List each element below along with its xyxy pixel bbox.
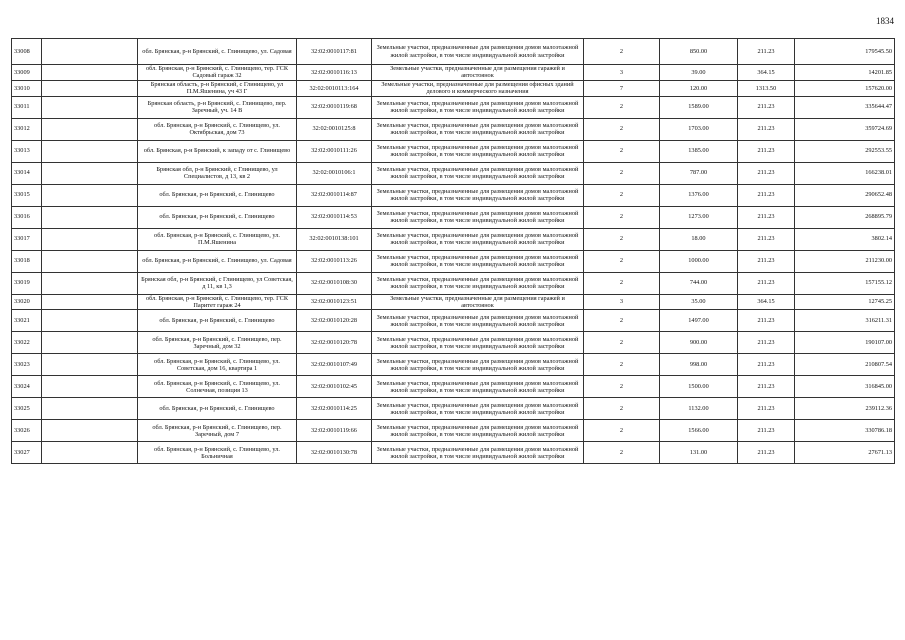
empty-cell <box>42 294 138 310</box>
cost-cell: 290652.48 <box>795 184 895 206</box>
area-cell: 1132.00 <box>660 398 738 420</box>
land-use-cell: Земельные участки, предназначенные для размещения домов малоэтажной жилой застройки, в том числе индивидуальной жилой застройки <box>372 162 584 184</box>
row-number: 33015 <box>12 184 42 206</box>
group-cell: 3 <box>584 65 660 81</box>
cost-cell: 210807.54 <box>795 354 895 376</box>
rate-cell: 1313.50 <box>738 80 795 96</box>
table-row <box>12 65 895 81</box>
address-cell: обл. Брянская, р-н Брянский, с. Глинищево, тер. ГСК Паритет гараж 24 <box>138 294 297 310</box>
area-cell: 1500.00 <box>660 376 738 398</box>
group-cell: 2 <box>584 140 660 162</box>
address-cell: обл. Брянская, р-н Брянский, с. Глинищево, тер. ГСК Садовый гараж 32 <box>138 65 297 81</box>
area-cell: 1589.00 <box>660 96 738 118</box>
group-cell: 2 <box>584 354 660 376</box>
empty-cell <box>42 272 138 294</box>
rate-cell: 211.23 <box>738 272 795 294</box>
group-cell: 2 <box>584 206 660 228</box>
table-row <box>12 354 895 376</box>
rate-cell: 364.15 <box>738 294 795 310</box>
area-cell: 120.00 <box>660 80 738 96</box>
cadastral-number-cell: 32:02:0010119:66 <box>297 420 372 442</box>
area-cell: 1376.00 <box>660 184 738 206</box>
cadastral-number-cell: 32:02:0010102:45 <box>297 376 372 398</box>
row-number: 33008 <box>12 39 42 65</box>
empty-cell <box>42 118 138 140</box>
area-cell: 131.00 <box>660 442 738 464</box>
cadastral-number-cell: 32:02:0010114:87 <box>297 184 372 206</box>
address-cell: обл. Брянская, р-н Брянский, с. Глинищево, ул. Октябрьская, дом 73 <box>138 118 297 140</box>
area-cell: 1497.00 <box>660 310 738 332</box>
row-number: 33011 <box>12 96 42 118</box>
cost-cell: 239112.36 <box>795 398 895 420</box>
table-row <box>12 398 895 420</box>
row-number: 33009 <box>12 65 42 81</box>
land-use-cell: Земельные участки, предназначенные для размещения домов малоэтажной жилой застройки, в том числе индивидуальной жилой застройки <box>372 272 584 294</box>
table-row <box>12 376 895 398</box>
area-cell: 39.00 <box>660 65 738 81</box>
row-number: 33017 <box>12 228 42 250</box>
area-cell: 18.00 <box>660 228 738 250</box>
table-row <box>12 442 895 464</box>
table-row <box>12 332 895 354</box>
empty-cell <box>42 310 138 332</box>
address-cell: обл. Брянская, р-н Брянский, с. Глинищево, пер. Заречный, дом 32 <box>138 332 297 354</box>
rate-cell: 211.23 <box>738 184 795 206</box>
group-cell: 2 <box>584 420 660 442</box>
table-row <box>12 294 895 310</box>
empty-cell <box>42 250 138 272</box>
empty-cell <box>42 354 138 376</box>
cost-cell: 316845.00 <box>795 376 895 398</box>
cadastral-number-cell: 32:02:0010106:1 <box>297 162 372 184</box>
empty-cell <box>42 140 138 162</box>
group-cell: 2 <box>584 118 660 140</box>
land-use-cell: Земельные участки, предназначенные для размещения домов малоэтажной жилой застройки, в том числе индивидуальной жилой застройки <box>372 206 584 228</box>
table-row <box>12 118 895 140</box>
group-cell: 2 <box>584 442 660 464</box>
cadastral-number-cell: 32:02:0010108:30 <box>297 272 372 294</box>
land-use-cell: Земельные участки, предназначенные для размещения домов малоэтажной жилой застройки, в том числе индивидуальной жилой застройки <box>372 184 584 206</box>
cost-cell: 27671.13 <box>795 442 895 464</box>
land-use-cell: Земельные участки, предназначенные для размещения домов малоэтажной жилой застройки, в том числе индивидуальной жилой застройки <box>372 140 584 162</box>
table-row <box>12 420 895 442</box>
land-use-cell: Земельные участки, предназначенные для размещения гаражей и автостоянок <box>372 65 584 81</box>
empty-cell <box>42 162 138 184</box>
table-row <box>12 80 895 96</box>
land-use-cell: Земельные участки, предназначенные для размещения домов малоэтажной жилой застройки, в том числе индивидуальной жилой застройки <box>372 332 584 354</box>
row-number: 33019 <box>12 272 42 294</box>
rate-cell: 211.23 <box>738 39 795 65</box>
rate-cell: 211.23 <box>738 376 795 398</box>
table-row <box>12 228 895 250</box>
cadastral-number-cell: 32:02:0010119:68 <box>297 96 372 118</box>
row-number: 33016 <box>12 206 42 228</box>
empty-cell <box>42 206 138 228</box>
empty-cell <box>42 376 138 398</box>
land-use-cell: Земельные участки, предназначенные для размещения офисных зданий делового и коммерческого назначения <box>372 80 584 96</box>
cost-cell: 12745.25 <box>795 294 895 310</box>
empty-cell <box>42 332 138 354</box>
area-cell: 1385.00 <box>660 140 738 162</box>
group-cell: 2 <box>584 310 660 332</box>
rate-cell: 211.23 <box>738 118 795 140</box>
rate-cell: 211.23 <box>738 420 795 442</box>
page-number: 1834 <box>876 16 894 26</box>
area-cell: 787.00 <box>660 162 738 184</box>
row-number: 33027 <box>12 442 42 464</box>
area-cell: 1703.00 <box>660 118 738 140</box>
address-cell: обл. Брянская, р-н Брянский, с. Глинищево <box>138 310 297 332</box>
land-use-cell: Земельные участки, предназначенные для размещения домов малоэтажной жилой застройки, в том числе индивидуальной жилой застройки <box>372 310 584 332</box>
land-use-cell: Земельные участки, предназначенные для размещения домов малоэтажной жилой застройки, в том числе индивидуальной жилой застройки <box>372 376 584 398</box>
cost-cell: 3802.14 <box>795 228 895 250</box>
rate-cell: 211.23 <box>738 228 795 250</box>
cost-cell: 268895.79 <box>795 206 895 228</box>
rate-cell: 211.23 <box>738 162 795 184</box>
cost-cell: 179545.50 <box>795 39 895 65</box>
cost-cell: 14201.85 <box>795 65 895 81</box>
table-row <box>12 96 895 118</box>
cost-cell: 335644.47 <box>795 96 895 118</box>
empty-cell <box>42 65 138 81</box>
table-row <box>12 140 895 162</box>
row-number: 33021 <box>12 310 42 332</box>
row-number: 33024 <box>12 376 42 398</box>
cadastral-number-cell: 32:02:0010113:164 <box>297 80 372 96</box>
table-row <box>12 184 895 206</box>
cadastral-number-cell: 32:02:0010116:13 <box>297 65 372 81</box>
cost-cell: 316211.31 <box>795 310 895 332</box>
area-cell: 1566.00 <box>660 420 738 442</box>
empty-cell <box>42 184 138 206</box>
row-number: 33023 <box>12 354 42 376</box>
empty-cell <box>42 398 138 420</box>
group-cell: 2 <box>584 376 660 398</box>
land-use-cell: Земельные участки, предназначенные для размещения домов малоэтажной жилой застройки, в том числе индивидуальной жилой застройки <box>372 39 584 65</box>
group-cell: 2 <box>584 228 660 250</box>
cadastral-number-cell: 32:02:0010114:25 <box>297 398 372 420</box>
address-cell: обл. Брянская, р-н Брянский, с. Глинищево <box>138 184 297 206</box>
cadastral-number-cell: 32:02:0010130:78 <box>297 442 372 464</box>
group-cell: 2 <box>584 39 660 65</box>
table-row <box>12 250 895 272</box>
empty-cell <box>42 442 138 464</box>
row-number: 33010 <box>12 80 42 96</box>
area-cell: 744.00 <box>660 272 738 294</box>
group-cell: 2 <box>584 272 660 294</box>
cost-cell: 190107.00 <box>795 332 895 354</box>
rate-cell: 211.23 <box>738 332 795 354</box>
rate-cell: 211.23 <box>738 206 795 228</box>
rate-cell: 364.15 <box>738 65 795 81</box>
address-cell: обл. Брянская, р-н Брянский, с. Глинищево <box>138 206 297 228</box>
area-cell: 1000.00 <box>660 250 738 272</box>
table-row <box>12 206 895 228</box>
land-use-cell: Земельные участки, предназначенные для размещения домов малоэтажной жилой застройки, в том числе индивидуальной жилой застройки <box>372 250 584 272</box>
empty-cell <box>42 228 138 250</box>
row-number: 33013 <box>12 140 42 162</box>
empty-cell <box>42 39 138 65</box>
address-cell: обл. Брянская, р-н Брянский, с. Глинищево, ул. П.М.Яшенина <box>138 228 297 250</box>
land-use-cell: Земельные участки, предназначенные для размещения домов малоэтажной жилой застройки, в том числе индивидуальной жилой застройки <box>372 398 584 420</box>
cadastral-number-cell: 32:02:0010125:8 <box>297 118 372 140</box>
area-cell: 900.00 <box>660 332 738 354</box>
address-cell: обл. Брянская, р-н Брянский, с. Глинищево, ул. Садовая <box>138 250 297 272</box>
cadastral-number-cell: 32:02:0010117:81 <box>297 39 372 65</box>
rate-cell: 211.23 <box>738 140 795 162</box>
cost-cell: 157620.00 <box>795 80 895 96</box>
row-number: 33026 <box>12 420 42 442</box>
rate-cell: 211.23 <box>738 310 795 332</box>
group-cell: 2 <box>584 96 660 118</box>
land-use-cell: Земельные участки, предназначенные для размещения домов малоэтажной жилой застройки, в том числе индивидуальной жилой застройки <box>372 96 584 118</box>
address-cell: Брянская область, р-н Брянский, с Глинищево, ул П.М.Яшенина, уч 43 Г <box>138 80 297 96</box>
cadastral-number-cell: 32:02:0010123:51 <box>297 294 372 310</box>
empty-cell <box>42 420 138 442</box>
cost-cell: 211230.00 <box>795 250 895 272</box>
group-cell: 2 <box>584 250 660 272</box>
rate-cell: 211.23 <box>738 96 795 118</box>
row-number: 33025 <box>12 398 42 420</box>
table-row <box>12 310 895 332</box>
cadastral-number-cell: 32:02:0010113:26 <box>297 250 372 272</box>
row-number: 33022 <box>12 332 42 354</box>
address-cell: обл. Брянская, р-н Брянский, с. Глинищево, пер. Заречный, дом 7 <box>138 420 297 442</box>
address-cell: обл. Брянская, р-н Брянский, с. Глинищево, ул. Солнечная, позиция 13 <box>138 376 297 398</box>
group-cell: 2 <box>584 162 660 184</box>
row-number: 33020 <box>12 294 42 310</box>
cadastral-number-cell: 32:02:0010107:49 <box>297 354 372 376</box>
address-cell: обл. Брянская, р-н Брянский, к западу от с. Глинищево <box>138 140 297 162</box>
cost-cell: 292553.55 <box>795 140 895 162</box>
cost-cell: 157155.12 <box>795 272 895 294</box>
rate-cell: 211.23 <box>738 354 795 376</box>
cost-cell: 330786.18 <box>795 420 895 442</box>
cadastral-number-cell: 32:02:0010120:28 <box>297 310 372 332</box>
address-cell: Брянская область, р-н Брянский, с. Глинищево, пер. Заречный, уч. 14 В <box>138 96 297 118</box>
rate-cell: 211.23 <box>738 442 795 464</box>
empty-cell <box>42 96 138 118</box>
group-cell: 2 <box>584 398 660 420</box>
registry-table <box>11 38 895 464</box>
area-cell: 998.00 <box>660 354 738 376</box>
row-number: 33018 <box>12 250 42 272</box>
empty-cell <box>42 80 138 96</box>
address-cell: Брянская обл, р-н Брянский, с Глинищево, ул Советская, д 11, кв 1,3 <box>138 272 297 294</box>
land-use-cell: Земельные участки, предназначенные для размещения домов малоэтажной жилой застройки, в том числе индивидуальной жилой застройки <box>372 228 584 250</box>
cost-cell: 359724.69 <box>795 118 895 140</box>
group-cell: 7 <box>584 80 660 96</box>
row-number: 33012 <box>12 118 42 140</box>
land-use-cell: Земельные участки, предназначенные для размещения домов малоэтажной жилой застройки, в том числе индивидуальной жилой застройки <box>372 118 584 140</box>
address-cell: Брянская обл, р-н Брянский, с Глинищево, ул Специалистов, д 13, кв 2 <box>138 162 297 184</box>
cadastral-number-cell: 32:02:0010138:101 <box>297 228 372 250</box>
table-row <box>12 162 895 184</box>
rate-cell: 211.23 <box>738 398 795 420</box>
area-cell: 850.00 <box>660 39 738 65</box>
group-cell: 3 <box>584 294 660 310</box>
land-use-cell: Земельные участки, предназначенные для размещения домов малоэтажной жилой застройки, в том числе индивидуальной жилой застройки <box>372 420 584 442</box>
cadastral-number-cell: 32:02:0010120:78 <box>297 332 372 354</box>
address-cell: обл. Брянская, р-н Брянский, с. Глинищево <box>138 398 297 420</box>
cost-cell: 166238.01 <box>795 162 895 184</box>
land-use-cell: Земельные участки, предназначенные для размещения домов малоэтажной жилой застройки, в том числе индивидуальной жилой застройки <box>372 442 584 464</box>
cadastral-number-cell: 32:02:0010114:53 <box>297 206 372 228</box>
address-cell: обл. Брянская, р-н Брянский, с. Глинищево, ул. Советская, дом 16, квартира 1 <box>138 354 297 376</box>
area-cell: 35.00 <box>660 294 738 310</box>
area-cell: 1273.00 <box>660 206 738 228</box>
address-cell: обл. Брянская, р-н Брянский, с. Глинищево, ул. Садовая <box>138 39 297 65</box>
land-use-cell: Земельные участки, предназначенные для размещения гаражей и автостоянок <box>372 294 584 310</box>
cadastral-number-cell: 32:02:0010111:26 <box>297 140 372 162</box>
rate-cell: 211.23 <box>738 250 795 272</box>
address-cell: обл. Брянская, р-н Брянский, с. Глинищево, ул. Больничная <box>138 442 297 464</box>
land-use-cell: Земельные участки, предназначенные для размещения домов малоэтажной жилой застройки, в том числе индивидуальной жилой застройки <box>372 354 584 376</box>
row-number: 33014 <box>12 162 42 184</box>
table-row <box>12 39 895 65</box>
group-cell: 2 <box>584 332 660 354</box>
table-row <box>12 272 895 294</box>
group-cell: 2 <box>584 184 660 206</box>
table-body <box>12 39 895 464</box>
